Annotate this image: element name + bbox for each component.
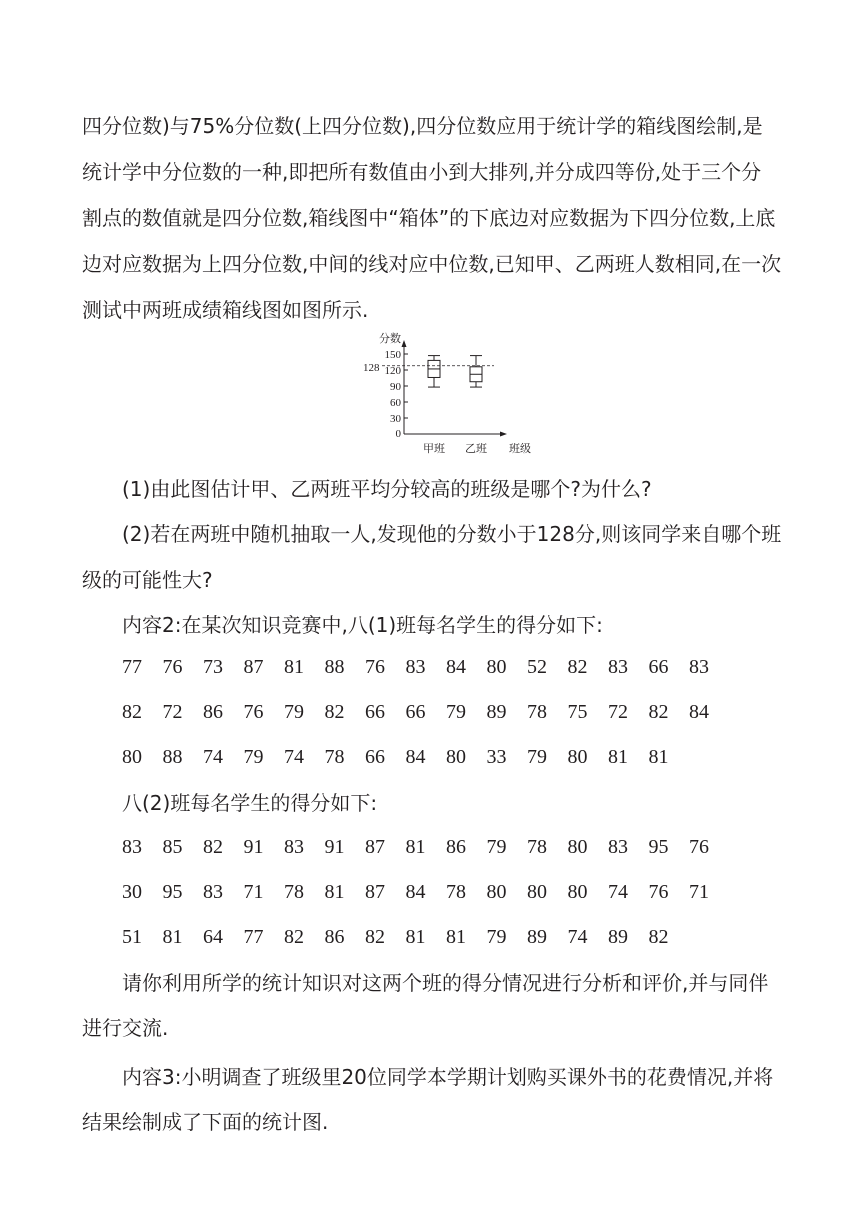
y-tick-label: 0 <box>395 428 401 440</box>
score-value: 83 <box>608 836 628 858</box>
score-value: 76 <box>648 881 669 903</box>
score-value: 66 <box>405 701 426 723</box>
score-value: 78 <box>527 701 547 723</box>
score-value: 80 <box>527 881 547 903</box>
score-value: 91 <box>324 836 345 858</box>
score-value: 85 <box>162 836 183 858</box>
score-value: 74 <box>203 746 223 768</box>
y-tick-label: 60 <box>390 397 401 409</box>
score-value: 76 <box>243 701 264 723</box>
category-label-jia: 甲班 <box>423 442 445 455</box>
score-value: 73 <box>203 656 223 678</box>
y-tick-label: 120 <box>384 365 401 377</box>
paragraph-line: 四分位数)与75%分位数(上四分位数),四分位数应用于统计学的箱线图绘制,是 <box>82 114 763 138</box>
score-value: 82 <box>365 926 385 948</box>
score-value: 51 <box>122 926 142 948</box>
score-value: 80 <box>567 881 588 903</box>
box-plot-figure <box>362 328 542 460</box>
score-value: 80 <box>446 746 466 768</box>
score-value: 82 <box>122 701 142 723</box>
score-value: 82 <box>284 926 304 948</box>
y-axis-label: 分数 <box>379 332 401 345</box>
content-2-intro: 内容2:在某次知识竞赛中,八(1)班每名学生的得分如下: <box>122 613 603 637</box>
y-tick-label: 30 <box>390 413 401 425</box>
content-3-line1: 内容3:小明调查了班级里20位同学本学期计划购买课外书的花费情况,并将 <box>122 1065 774 1089</box>
content-3-line2: 结果绘制成了下面的统计图. <box>82 1110 329 1134</box>
score-value: 84 <box>405 746 426 768</box>
x-axis-arrow <box>500 432 507 437</box>
score-value: 82 <box>324 701 345 723</box>
score-value: 78 <box>324 746 345 768</box>
score-value: 87 <box>365 881 385 903</box>
score-value: 83 <box>689 656 709 678</box>
paragraph-line: 割点的数值就是四分位数,箱线图中“箱体”的下底边对应数据为下四分位数,上底 <box>82 206 776 230</box>
score-value: 82 <box>648 701 669 723</box>
score-value: 89 <box>527 926 547 948</box>
score-value: 66 <box>365 701 385 723</box>
score-value: 84 <box>405 881 426 903</box>
score-value: 77 <box>243 926 264 948</box>
score-value: 76 <box>689 836 709 858</box>
score-value: 86 <box>446 836 466 858</box>
score-value: 76 <box>365 656 385 678</box>
class-2-intro: 八(2)班每名学生的得分如下: <box>122 791 378 815</box>
question-2-line2: 级的可能性大? <box>82 568 213 592</box>
score-value: 79 <box>486 926 507 948</box>
score-value: 83 <box>608 656 628 678</box>
score-value: 79 <box>527 746 547 768</box>
score-value: 83 <box>122 836 142 858</box>
y-tick-label: 150 <box>384 349 401 361</box>
score-value: 79 <box>446 701 466 723</box>
score-value: 52 <box>527 656 547 678</box>
score-value: 80 <box>567 836 588 858</box>
score-value: 79 <box>243 746 264 768</box>
score-value: 81 <box>324 881 345 903</box>
score-value: 76 <box>162 656 183 678</box>
score-value: 33 <box>486 746 507 768</box>
score-value: 88 <box>324 656 345 678</box>
score-value: 71 <box>689 881 709 903</box>
category-label-yi: 乙班 <box>465 442 487 455</box>
score-value: 80 <box>486 881 507 903</box>
score-value: 66 <box>648 656 669 678</box>
score-value: 86 <box>324 926 345 948</box>
task-line2: 进行交流. <box>82 1016 169 1040</box>
score-value: 79 <box>486 836 507 858</box>
score-value: 89 <box>608 926 628 948</box>
score-value: 83 <box>405 656 426 678</box>
score-value: 82 <box>203 836 223 858</box>
paragraph-line: 测试中两班成绩箱线图如图所示. <box>82 298 369 322</box>
score-value: 84 <box>689 701 709 723</box>
score-value: 81 <box>405 926 426 948</box>
score-value: 81 <box>648 746 669 768</box>
task-line1: 请你利用所学的统计知识对这两个班的得分情况进行分析和评价,并与同伴 <box>122 971 769 995</box>
score-value: 83 <box>203 881 223 903</box>
reference-label: 128 <box>363 362 380 374</box>
score-value: 78 <box>527 836 547 858</box>
score-value: 89 <box>486 701 507 723</box>
score-value: 80 <box>567 746 588 768</box>
paragraph-line: 边对应数据为上四分位数,中间的线对应中位数,已知甲、乙两班人数相同,在一次 <box>82 252 782 276</box>
score-value: 88 <box>162 746 183 768</box>
score-value: 77 <box>122 656 142 678</box>
score-value: 81 <box>162 926 183 948</box>
score-value: 86 <box>203 701 223 723</box>
y-tick-label: 90 <box>390 381 401 393</box>
y-axis-arrow <box>402 340 407 347</box>
score-value: 81 <box>405 836 426 858</box>
score-value: 74 <box>284 746 304 768</box>
score-value: 80 <box>122 746 142 768</box>
question-2-line1: (2)若在两班中随机抽取一人,发现他的分数小于128分,则该同学来自哪个班 <box>122 522 782 546</box>
paragraph-line: 统计学中分位数的一种,即把所有数值由小到大排列,并分成四等份,处于三个分 <box>82 160 762 184</box>
score-value: 74 <box>608 881 628 903</box>
score-value: 78 <box>446 881 466 903</box>
score-value: 91 <box>243 836 264 858</box>
score-value: 71 <box>243 881 264 903</box>
score-value: 74 <box>567 926 588 948</box>
score-value: 80 <box>486 656 507 678</box>
score-value: 72 <box>162 701 183 723</box>
score-value: 75 <box>567 701 588 723</box>
score-value: 79 <box>284 701 304 723</box>
score-value: 87 <box>243 656 264 678</box>
score-value: 82 <box>567 656 588 678</box>
score-value: 87 <box>365 836 385 858</box>
score-value: 81 <box>446 926 466 948</box>
score-value: 82 <box>648 926 669 948</box>
score-value: 81 <box>608 746 628 768</box>
score-value: 95 <box>162 881 183 903</box>
score-value: 66 <box>365 746 385 768</box>
score-value: 30 <box>122 881 142 903</box>
score-value: 78 <box>284 881 304 903</box>
score-value: 81 <box>284 656 304 678</box>
score-value: 83 <box>284 836 304 858</box>
score-value: 84 <box>446 656 466 678</box>
question-1: (1)由此图估计甲、乙两班平均分较高的班级是哪个?为什么? <box>122 477 652 501</box>
score-value: 95 <box>648 836 669 858</box>
score-value: 72 <box>608 701 628 723</box>
score-value: 64 <box>203 926 223 948</box>
x-axis-label: 班级 <box>509 442 531 455</box>
